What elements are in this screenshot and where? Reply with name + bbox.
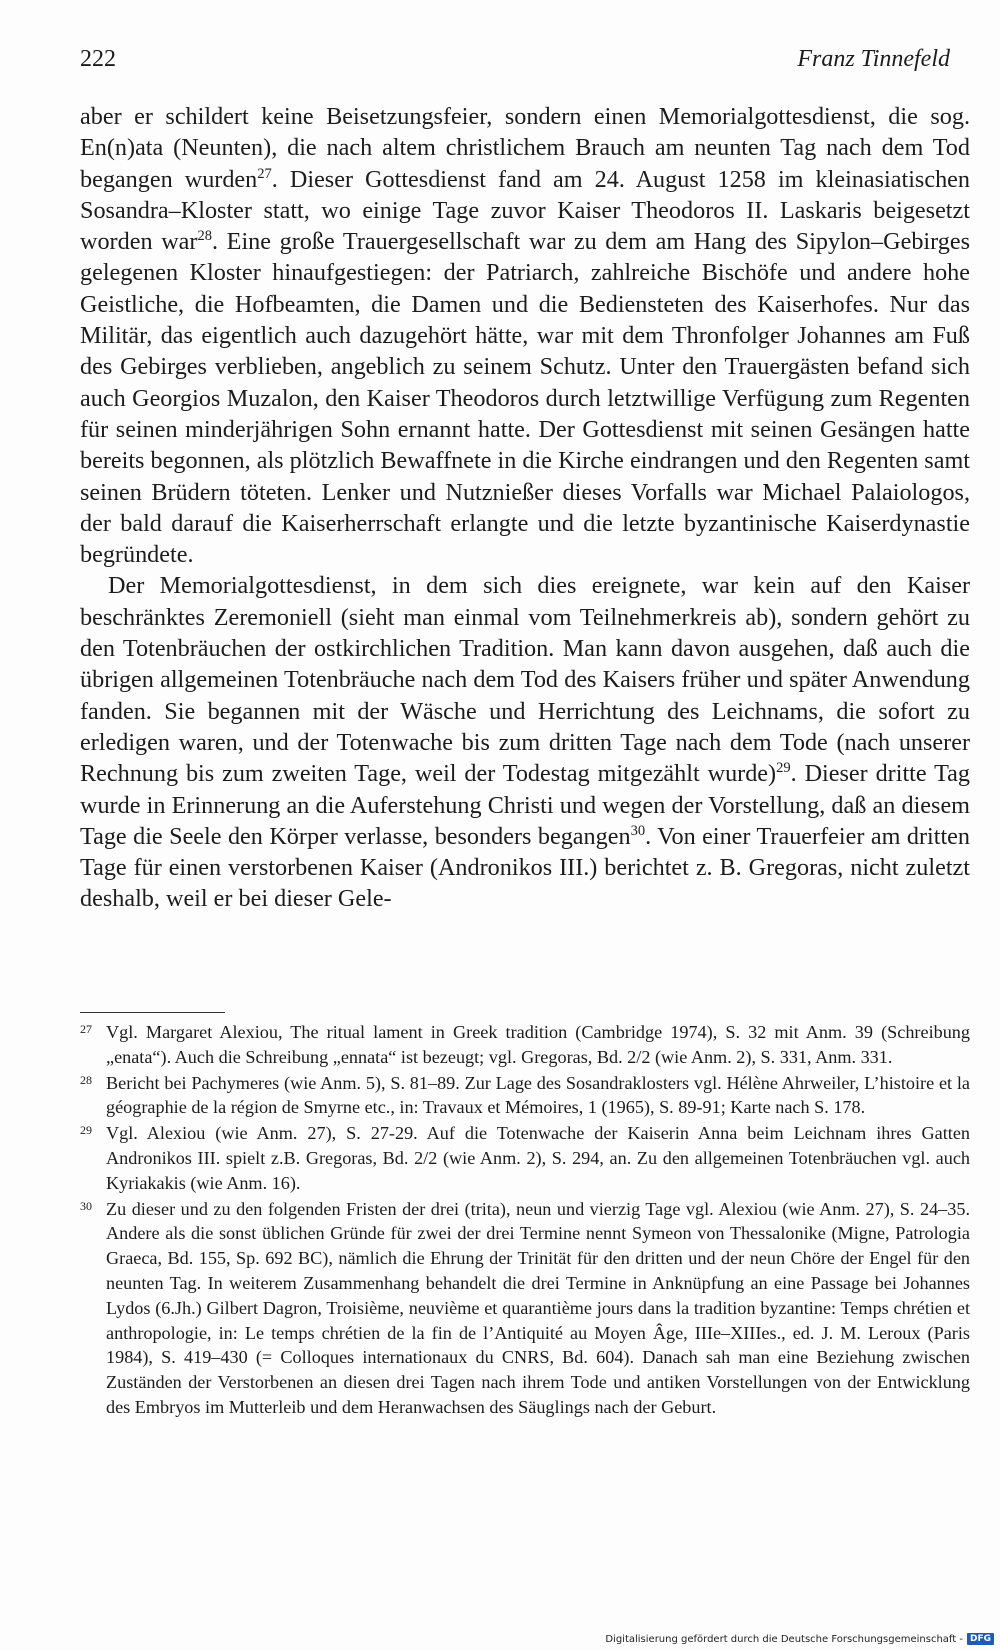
footnote-ref[interactable]: 30	[630, 822, 646, 839]
footnote	[80, 1071, 970, 1121]
footnote	[80, 1197, 970, 1420]
paragraph	[80, 101, 970, 570]
footnote-text: Bericht bei Pachymeres (wie Anm. 5), S. 81–89. Zur Lage des Sosandraklosters vgl. Hélène Ahrweiler, L’histoire et la géographie de la région de Smyrne etc., in: Travaux et Mémoires, 1 (1965), S. 89-91; Karte nach S. 178.	[106, 1072, 970, 1118]
footnote-number: 30	[80, 1198, 92, 1213]
text-run: . Eine große Trauergesellschaft war zu dem am Hang des Sipylon–Gebirges gelegenen Kloster hinaufgestiegen: der Patriarch, zahlreiche Bischöfe und andere hohe Geistliche, die Hofbeamten, die Damen und die Bediensteten des Kaiserhofes. Nur das Militär, das eigentlich auch dazugehört hätte, war mit dem Thronfolger Johannes am Fuß des Gebirges verblieben, angeblich zu seinem Schutz. Unter den Trauergästen befand sich auch Georgios Muzalon, den Kaiser Theodoros durch letztwillige Verfügung zum Regenten für seinen minderjährigen Sohn ernannt hatte. Der Gottesdienst mit seinen Gesängen hatte bereits begonnen, als plötzlich Bewaffnete in die Kirche eindrangen und den Regenten samt seinen Brüdern töteten. Lenker und Nutznießer dieses Vorfalls war Michael Palaiologos, der bald darauf die Kaiserherrschaft erlangte und die letzte byzantinische Kaiserdynastie begründete.	[80, 228, 970, 569]
main-text	[80, 101, 970, 915]
footnote-text: Vgl. Margaret Alexiou, The ritual lament in Greek tradition (Cambridge 1974), S. 32 mit Anm. 39 (Schreibung „enata“). Auch die Schreibung „ennata“ ist bezeugt; vgl. Gregoras, Bd. 2/2 (wie Anm. 2), S. 331, Anm. 331.	[106, 1022, 970, 1067]
footnote-separator	[80, 1012, 225, 1013]
footnote-ref[interactable]: 27	[257, 165, 272, 182]
text-run: . Dieser dritte Tag wurde in Erinnerung an die Auferstehung Christi und wegen der Vorstellung, daß an diesem Tage die Seele den Körper verlasse, besonders begangen	[80, 760, 970, 850]
running-head-author: Franz Tinnefeld	[797, 46, 950, 72]
credit-text: Digitalisierung gefördert durch die Deutsche Forschungsgemeinschaft -	[605, 1633, 963, 1645]
dfg-logo: DFG	[967, 1633, 994, 1645]
footnote-number: 28	[80, 1072, 92, 1087]
text-run: . Von einer Trauerfeier am dritten Tage für einen verstorbenen Kaiser (Andronikos III.) berichtet z. B. Gregoras, nicht zuletzt deshalb, weil er bei dieser Gele-	[80, 822, 970, 913]
digitization-credit	[605, 1633, 994, 1645]
footnotes	[80, 1020, 970, 1421]
footnote-text: Vgl. Alexiou (wie Anm. 27), S. 27-29. Auf die Totenwache der Kaiserin Anna beim Leichnam ihres Gatten Andronikos III. spielt z.B. Gregoras, Bd. 2/2 (wie Anm. 2), S. 294, an. Zu den allgemeinen Totenbräuchen vgl. auch Kyriakakis (wie Anm. 16).	[106, 1123, 970, 1193]
footnote	[80, 1121, 970, 1195]
text-run: aber er schildert keine Beisetzungsfeier, sondern einen Memorialgottesdienst, die sog. En(n)ata (Neunten), die nach altem christlichem Brauch am neunten Tag nach dem Tod begangen wurden	[80, 103, 970, 193]
footnote-ref[interactable]: 29	[776, 760, 791, 777]
footnote-number: 29	[80, 1123, 92, 1138]
footnote-text: Zu dieser und zu den folgenden Fristen der drei (trita), neun und vierzig Tage vgl. Alexiou (wie Anm. 27), S. 24–35. Andere als die sonst üblichen Gründe für zwei der drei Termine nennt Symeon von Thessalonike (Migne, Patrologia Graeca, Bd. 155, Sp. 692 BC), nämlich die Ehrung der Trinität für den dritten und der neun Chöre der Engel für den neunten Tag. In weiterem Zusammenhang behandelt die drei Termine in Anknüpfung an eine Passage bei Johannes Lydos (6.Jh.) Gilbert Dagron, Troisième, neuvième et quarantième jours dans la tradition byzantine: Temps chrétien et anthropologie, in: Le temps chrétien de la fin de l’Antiquité au Moyen Âge, IIIe–XIIIes., ed. J. M. Leroux (Paris 1984), S. 419–430 (= Colloques internationaux du CNRS, Bd. 604). Danach sah man eine Beziehung zwischen Zuständen der Verstorbenen an diesen drei Tagen nach ihrem Tode und antiken Vorstellungen von der Entwicklung des Embryos im Mutterleib und dem Heranwachsen des Säuglings nach der Geburt.	[106, 1198, 970, 1417]
paragraph	[80, 570, 970, 914]
text-run: Der Memorialgottesdienst, in dem sich dies ereignete, war kein auf den Kaiser beschränktes Zeremoniell (sieht man einmal vom Teilnehmerkreis ab), sondern gehört zu den Totenbräuchen der ostkirchlichen Tradition. Man kann davon ausgehen, daß auch die übrigen allgemeinen Totenbräuche nach dem Tod des Kaisers früher und später Anwendung fanden. Sie begannen mit der Wäsche und Herrichtung des Leichnams, die sofort zu erledigen waren, und der Totenwache bis zum dritten Tage nach dem Tode (nach unserer Rechnung bis zum zweiten Tage, weil der Todestag mitgezählt wurde)	[80, 572, 970, 788]
footnote-ref[interactable]: 28	[197, 228, 212, 245]
text-run: . Dieser Gottesdienst fand am 24. August 1258 im kleinasiatischen Sosandra–Kloster statt, wo einige Tage zuvor Kaiser Theodoros II. Laskaris beigesetzt worden war	[80, 165, 970, 256]
page-number: 222	[80, 46, 116, 72]
page-header	[80, 46, 970, 80]
footnote	[80, 1020, 970, 1070]
footnote-number: 27	[80, 1022, 92, 1036]
